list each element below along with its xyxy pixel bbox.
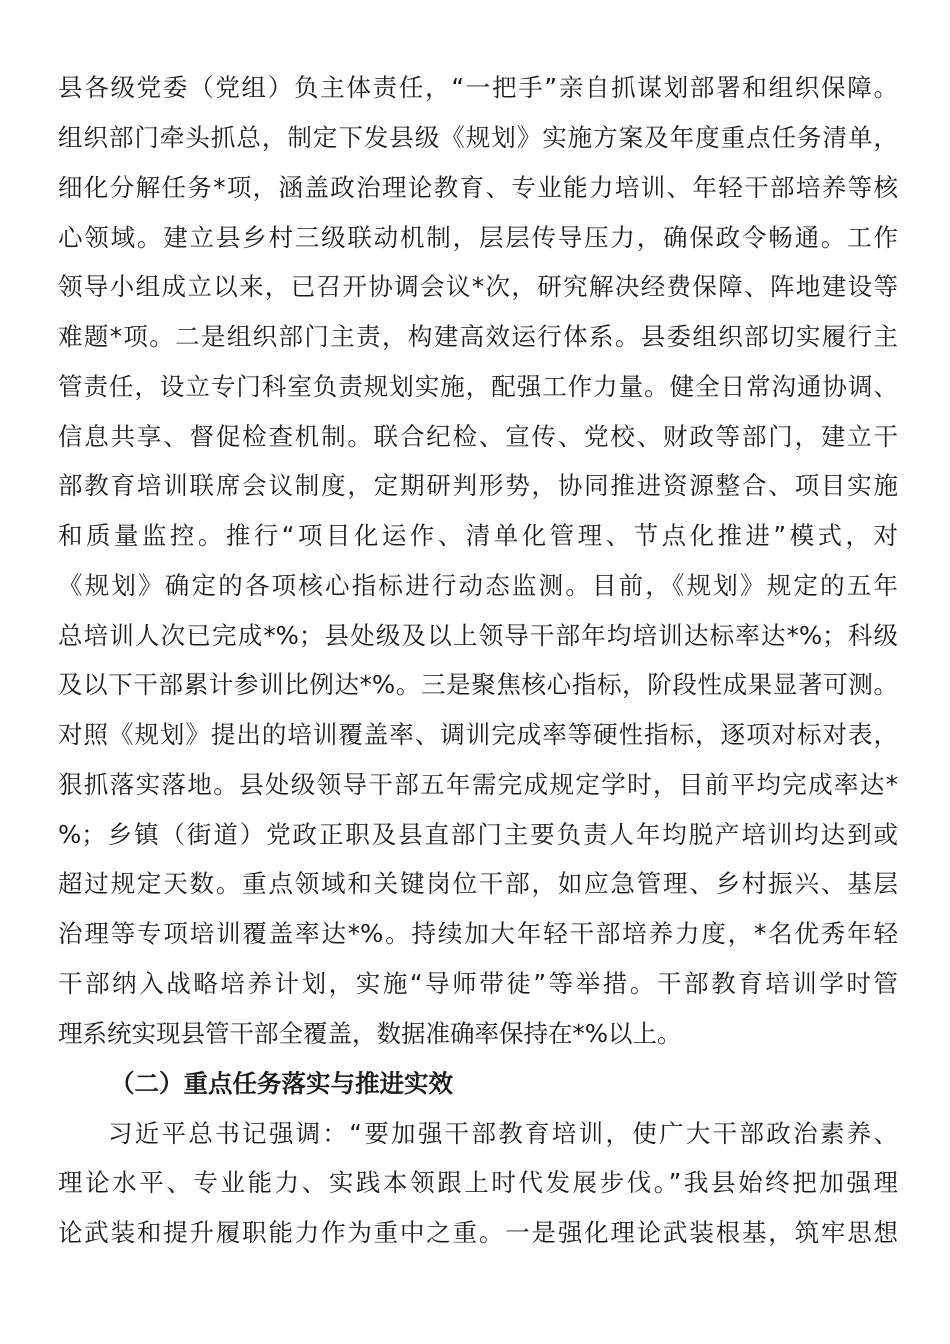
body-text-line: 心领域。建立县乡村三级联动机制，层层传导压力，确保政令畅通。工作 [58,223,898,252]
body-text-line: %；乡镇（街道）党政正职及县直部门主要负责人年均脱产培训均达到或 [58,820,898,849]
body-text-line: 领导小组成立以来，已召开协调会议*次，研究解决经费保障、阵地建设等 [58,272,898,301]
body-text-line: 信息共享、督促检查机制。联合纪检、宣传、党校、财政等部门，建立干 [58,422,898,451]
body-text-line: 超过规定天数。重点领域和关键岗位干部，如应急管理、乡村振兴、基层 [58,869,898,898]
body-text-line: 对照《规划》提出的培训覆盖率、调训完成率等硬性指标，逐项对标对表， [58,720,898,749]
body-text-line: 习近平总书记强调：“要加强干部教育培训，使广大干部政治素养、 [108,1119,898,1148]
body-text-line: 治理等专项培训覆盖率达*%。持续加大年轻干部培养力度，*名优秀年轻 [58,919,898,948]
body-text-line: 狠抓落实落地。县处级领导干部五年需完成规定学时，目前平均完成率达* [58,770,898,799]
body-text-line: 理系统实现县管干部全覆盖，数据准确率保持在*%以上。 [58,1019,682,1048]
body-text-line: 管责任，设立专门科室负责规划实施，配强工作力量。健全日常沟通协调、 [58,372,898,401]
section-heading: （二）重点任务落实与推进实效 [110,1069,453,1098]
body-text-line: 难题*项。二是组织部门主责，构建高效运行体系。县委组织部切实履行主 [58,322,898,351]
body-text-line: 干部纳入战略培养计划，实施“导师带徒”等举措。干部教育培训学时管 [58,969,898,998]
body-text-line: 县各级党委（党组）负主体责任，“一把手”亲自抓谋划部署和组织保障。 [58,73,898,102]
body-text-line: 和质量监控。推行“项目化运作、清单化管理、节点化推进”模式，对 [58,521,898,550]
body-text-line: 理论水平、专业能力、实践本领跟上时代发展步伐。”我县始终把加强理 [58,1168,898,1197]
body-text-line: 论武装和提升履职能力作为重中之重。一是强化理论武装根基，筑牢思想 [58,1218,898,1247]
body-text-line: 组织部门牵头抓总，制定下发县级《规划》实施方案及年度重点任务清单， [58,123,898,152]
body-text-line: 部教育培训联席会议制度，定期研判形势，协同推进资源整合、项目实施 [58,471,898,500]
body-text-line: 《规划》确定的各项核心指标进行动态监测。目前，《规划》规定的五年 [58,571,898,600]
body-text-line: 细化分解任务*项，涵盖政治理论教育、专业能力培训、年轻干部培养等核 [58,173,898,202]
body-text-line: 及以下干部累计参训比例达*%。三是聚焦核心指标，阶段性成果显著可测。 [58,670,898,699]
body-text-line: 总培训人次已完成*%；县处级及以上领导干部年均培训达标率达*%；科级 [58,621,898,650]
